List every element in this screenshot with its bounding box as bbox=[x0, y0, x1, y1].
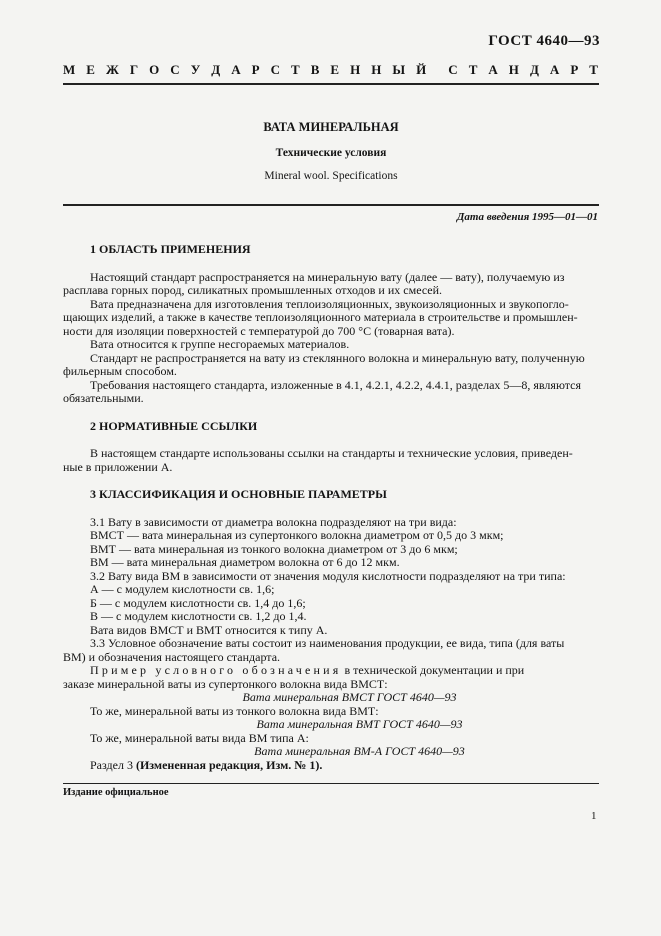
paragraph: ВМТ — вата минеральная из тонкого волокна диаметром от 3 до 6 мкм; bbox=[90, 541, 458, 556]
banner-letter: Е bbox=[330, 62, 340, 77]
banner-letter: Ж bbox=[105, 62, 119, 77]
banner-letter: С bbox=[448, 62, 458, 77]
paragraph: Вата видов ВМСТ и ВМТ относится к типу А. bbox=[90, 622, 328, 637]
official-edition-label: Издание официальное bbox=[63, 787, 169, 798]
footer-rule bbox=[63, 783, 599, 784]
paragraph: расплава горных пород, силикатных промышленных отходов и их смесей. bbox=[63, 283, 443, 297]
title-rule bbox=[63, 204, 599, 206]
banner-letter: Г bbox=[129, 62, 139, 77]
paragraph: ные в приложении А. bbox=[63, 459, 173, 474]
banner-letter: А bbox=[488, 62, 498, 77]
banner-letter: С bbox=[170, 62, 180, 77]
paragraph: ВМ) и обозначения настоящего стандарта. bbox=[63, 649, 281, 664]
banner-letter: Й bbox=[416, 62, 427, 77]
banner-letter: Е bbox=[86, 62, 95, 77]
banner-letter: А bbox=[549, 62, 560, 77]
spaced-text: Пример условного обозначения bbox=[90, 663, 342, 677]
paragraph: обязательными. bbox=[63, 391, 144, 405]
banner-letter: А bbox=[231, 62, 241, 77]
document-body bbox=[63, 242, 599, 772]
paragraph: заказе минеральной ваты из супертонкого волокна вида ВМСТ: bbox=[63, 676, 388, 691]
paragraph: Вата предназначена для изготовления теплоизоляционных, звукоизоляционных и звукопогло- bbox=[90, 296, 569, 311]
banner-letter: Т bbox=[589, 62, 598, 77]
paragraph: А — с модулем кислотности св. 1,6; bbox=[90, 582, 275, 596]
example-designation: Вата минеральная ВМТ ГОСТ 4640—93 bbox=[256, 717, 463, 731]
paragraph: ВМСТ — вата минеральная из супертонкого волокна диаметром от 0,5 до 3 мкм; bbox=[90, 528, 504, 542]
paragraph: Настоящий стандарт распространяется на минеральную вату (далее — вату), получаемую из bbox=[90, 269, 565, 284]
section-2-heading: 2 НОРМАТИВНЫЕ ССЫЛКИ bbox=[90, 418, 258, 433]
banner-letter: Н bbox=[350, 62, 361, 77]
amendment-note: (Измененная редакция, Изм. № 1). bbox=[135, 757, 323, 772]
paragraph: Вата относится к группе несгораемых материалов. bbox=[90, 337, 350, 351]
paragraph: Требования настоящего стандарта, изложенные в 4.1, 4.2.1, 4.2.2, 4.4.1, разделах 5—8, являются bbox=[90, 377, 581, 392]
english-title: Mineral wool. Specifications bbox=[264, 170, 398, 182]
paragraph: ности для изоляции поверхностей с температурой до 700 °С (товарная вата). bbox=[63, 323, 455, 338]
example-designation: Вата минеральная ВМСТ ГОСТ 4640—93 bbox=[242, 690, 457, 704]
document-subtitle: Технические условия bbox=[275, 147, 387, 159]
banner-letter: О bbox=[149, 62, 160, 77]
paragraph: В — с модулем кислотности св. 1,2 до 1,4. bbox=[90, 609, 307, 623]
banner-letter: Н bbox=[371, 62, 382, 77]
banner-letter: У bbox=[190, 62, 201, 77]
top-rule bbox=[63, 83, 599, 85]
banner-letter: Ы bbox=[392, 62, 406, 77]
paragraph: 3.3 Условное обозначение ваты состоит из наименования продукции, ее вида, типа (для ваты bbox=[90, 636, 565, 650]
paragraph: ВМ — вата минеральная диаметром волокна от 6 до 12 мкм. bbox=[90, 555, 400, 569]
document-title: ВАТА МИНЕРАЛЬНАЯ bbox=[263, 120, 399, 134]
banner-letter: Д bbox=[529, 62, 539, 77]
paragraph: 3.2 Вату вида ВМ в зависимости от значения модуля кислотности подразделяют на три типа: bbox=[90, 568, 566, 583]
paragraph: фильерным способом. bbox=[63, 364, 177, 378]
page-number: 1 bbox=[591, 810, 597, 822]
section-3-heading: 3 КЛАССИФИКАЦИЯ И ОСНОВНЫЕ ПАРАМЕТРЫ bbox=[90, 487, 387, 501]
paragraph: щающих изделий, а также в качестве теплоизоляционного материала в строительстве и промышлен- bbox=[63, 310, 578, 324]
paragraph: То же, минеральной ваты вида ВМ типа А: bbox=[90, 730, 309, 745]
text: в технической документации и при bbox=[341, 663, 525, 677]
paragraph bbox=[90, 664, 599, 678]
banner-letter: С bbox=[270, 62, 280, 77]
paragraph bbox=[90, 759, 599, 773]
paragraph: В настоящем стандарте использованы ссылки на стандарты и технические условия, приведен- bbox=[90, 446, 573, 460]
example-designation: Вата минеральная ВМ-А ГОСТ 4640—93 bbox=[254, 744, 465, 758]
paragraph: Б — с модулем кислотности св. 1,4 до 1,6; bbox=[90, 595, 306, 610]
banner-letter: Д bbox=[211, 62, 221, 77]
banner-letter: Т bbox=[468, 62, 478, 77]
banner-letter: В bbox=[310, 62, 320, 77]
section-1-heading: 1 ОБЛАСТЬ ПРИМЕНЕНИЯ bbox=[90, 242, 251, 256]
banner-letter: Р bbox=[570, 62, 579, 77]
paragraph: 3.1 Вату в зависимости от диаметра волокна подразделяют на три вида: bbox=[90, 514, 457, 529]
banner-letter: Р bbox=[251, 62, 260, 77]
banner-letter: М bbox=[63, 62, 76, 77]
introduction-date: Дата введения 1995—01—01 bbox=[456, 211, 598, 223]
gost-number: ГОСТ 4640—93 bbox=[488, 33, 600, 49]
paragraph: Стандарт не распространяется на вату из стеклянного волокна и минеральную вату, полученную bbox=[90, 350, 585, 365]
banner-letter: Н bbox=[508, 62, 519, 77]
banner-letter: Т bbox=[291, 62, 300, 77]
paragraph: То же, минеральной ваты из тонкого волокна вида ВМТ: bbox=[90, 703, 379, 718]
interstate-standard-banner bbox=[63, 62, 598, 78]
text: Раздел 3 bbox=[90, 757, 133, 772]
